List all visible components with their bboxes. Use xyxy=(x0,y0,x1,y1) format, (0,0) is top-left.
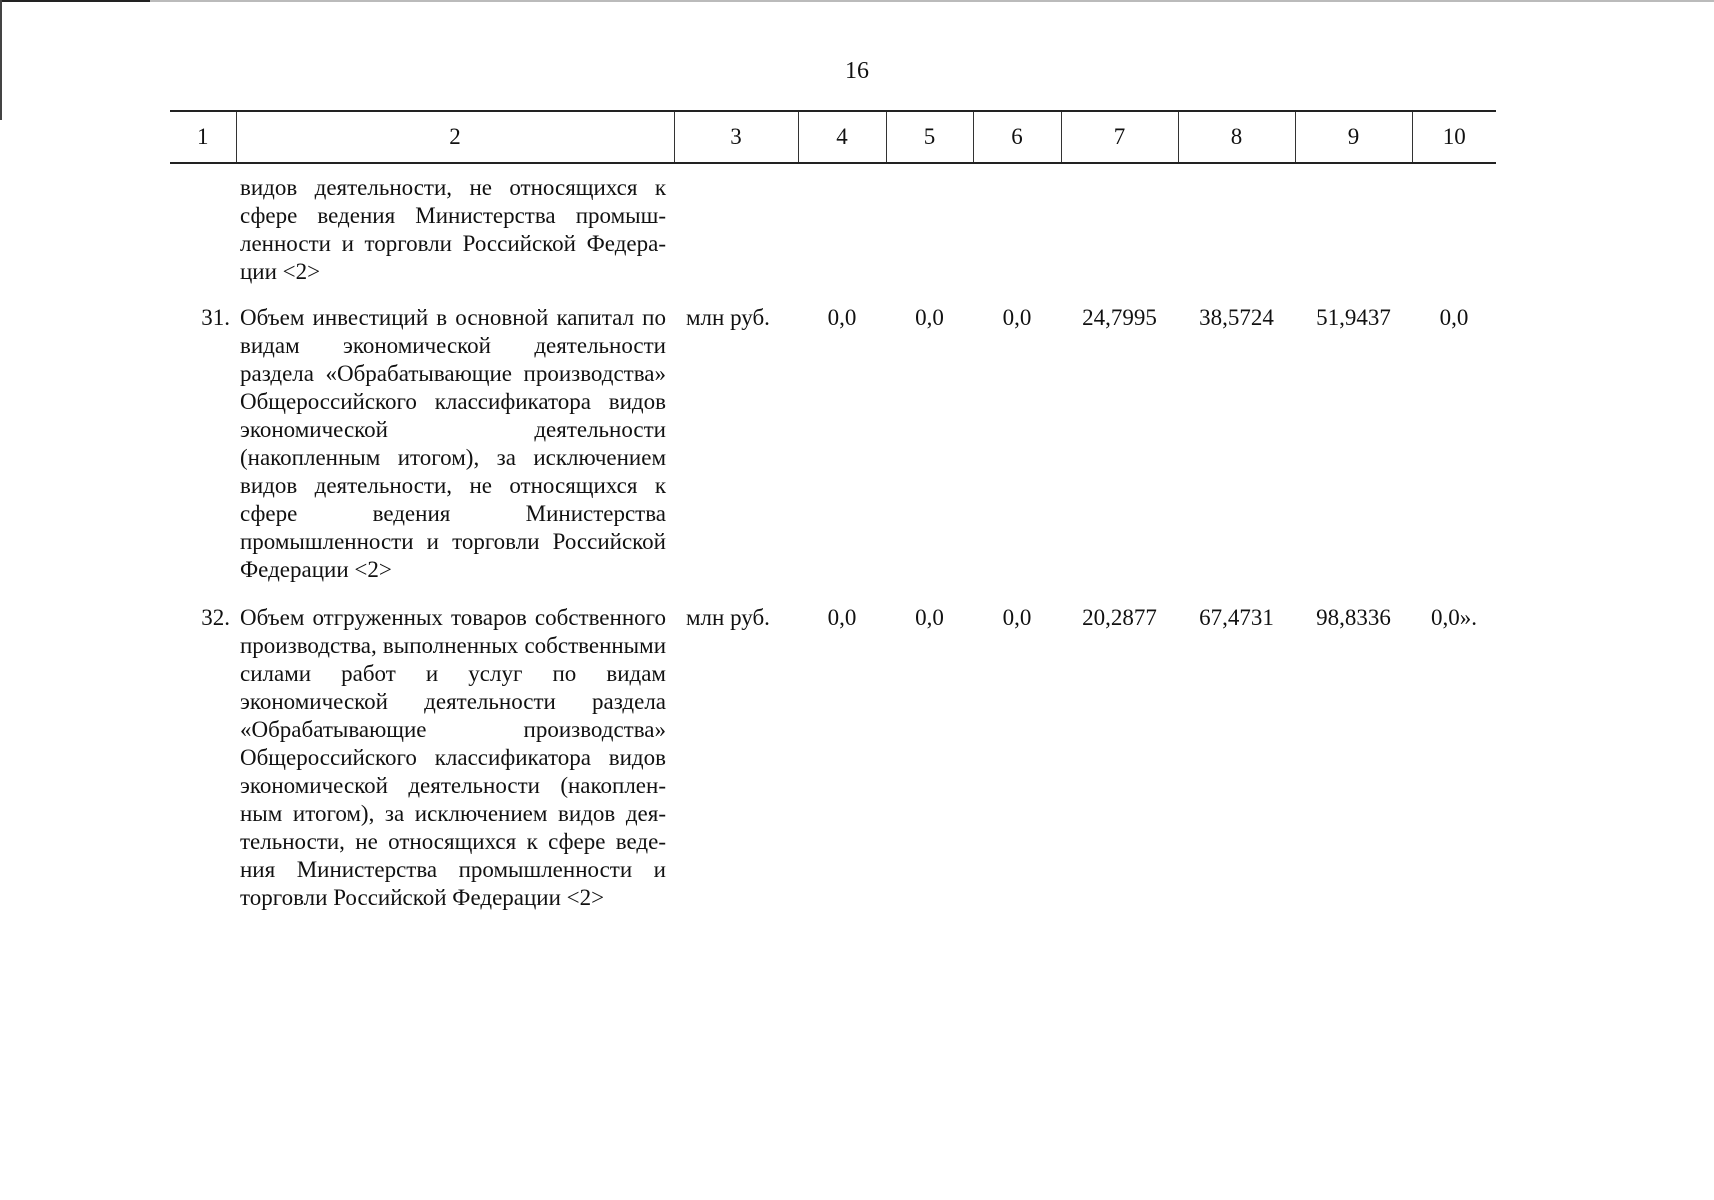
row-value-col9: 51,9437 xyxy=(1316,305,1391,330)
row-description: Объем отгруженных товаров собственного производства, выполненных собственными силами работ и услуг по видам экономической деятельности раздела «Обрабатывающие производства» Общероссийского классификатора видов экономической деятельности (накопленным итогом), за исключением видов деятельности, не относящихся к сфере ведения Министерства промышленности и торговли Российской Федерации <2> xyxy=(240,605,666,910)
row-description: Объем инвестиций в основной капитал по видам экономической деятельности раздела «Обрабатывающие производства» Общероссийского классификатора видов экономической деятельности (накопленным итогом), за исключением видов деятельности, не относящихся к сфере ведения Министерства промышленности и торговли Российской Федерации <2> xyxy=(240,305,666,582)
row-unit: млн руб. xyxy=(686,305,770,330)
header-col-3: 3 xyxy=(674,111,798,163)
page-number: 16 xyxy=(845,58,869,84)
row-description: видов деятельности, не относящихся к сфере ведения Министерства промышленности и торговли Российской Федерации <2> xyxy=(240,175,666,284)
header-col-7: 7 xyxy=(1061,111,1178,163)
indicators-table xyxy=(170,110,1496,932)
row-value-col5: 0,0 xyxy=(915,305,944,330)
header-col-6: 6 xyxy=(973,111,1061,163)
header-col-4: 4 xyxy=(798,111,886,163)
row-value-col10: 0,0 xyxy=(1439,305,1469,330)
table-row-continuation xyxy=(170,163,1496,304)
table-row xyxy=(170,304,1496,604)
row-value-col6: 0,0 xyxy=(1002,305,1032,330)
row-value-col7: 24,7995 xyxy=(1082,305,1157,330)
header-col-9: 9 xyxy=(1295,111,1412,163)
table-row xyxy=(170,604,1496,932)
header-col-5: 5 xyxy=(886,111,973,163)
scan-edge-top xyxy=(0,0,1714,2)
header-col-2: 2 xyxy=(236,111,674,163)
row-number: 32. xyxy=(201,605,230,630)
row-value-col4: 0,0 xyxy=(827,605,857,630)
row-unit: млн руб. xyxy=(686,605,770,630)
table-header-row xyxy=(170,111,1496,163)
header-col-8: 8 xyxy=(1178,111,1295,163)
row-number xyxy=(170,163,236,304)
row-value-col8: 38,5724 xyxy=(1199,305,1274,330)
row-number: 31. xyxy=(201,305,230,330)
row-value-col8: 67,4731 xyxy=(1199,605,1274,630)
row-value-col10: 0,0». xyxy=(1431,605,1477,630)
header-col-1: 1 xyxy=(170,111,236,163)
row-value-col6: 0,0 xyxy=(1002,605,1032,630)
row-value-col5: 0,0 xyxy=(915,605,944,630)
row-value-col9: 98,8336 xyxy=(1316,605,1391,630)
table-container xyxy=(170,110,1496,932)
row-value-col4: 0,0 xyxy=(827,305,857,330)
header-col-10: 10 xyxy=(1412,111,1496,163)
row-value-col7: 20,2877 xyxy=(1082,605,1157,630)
